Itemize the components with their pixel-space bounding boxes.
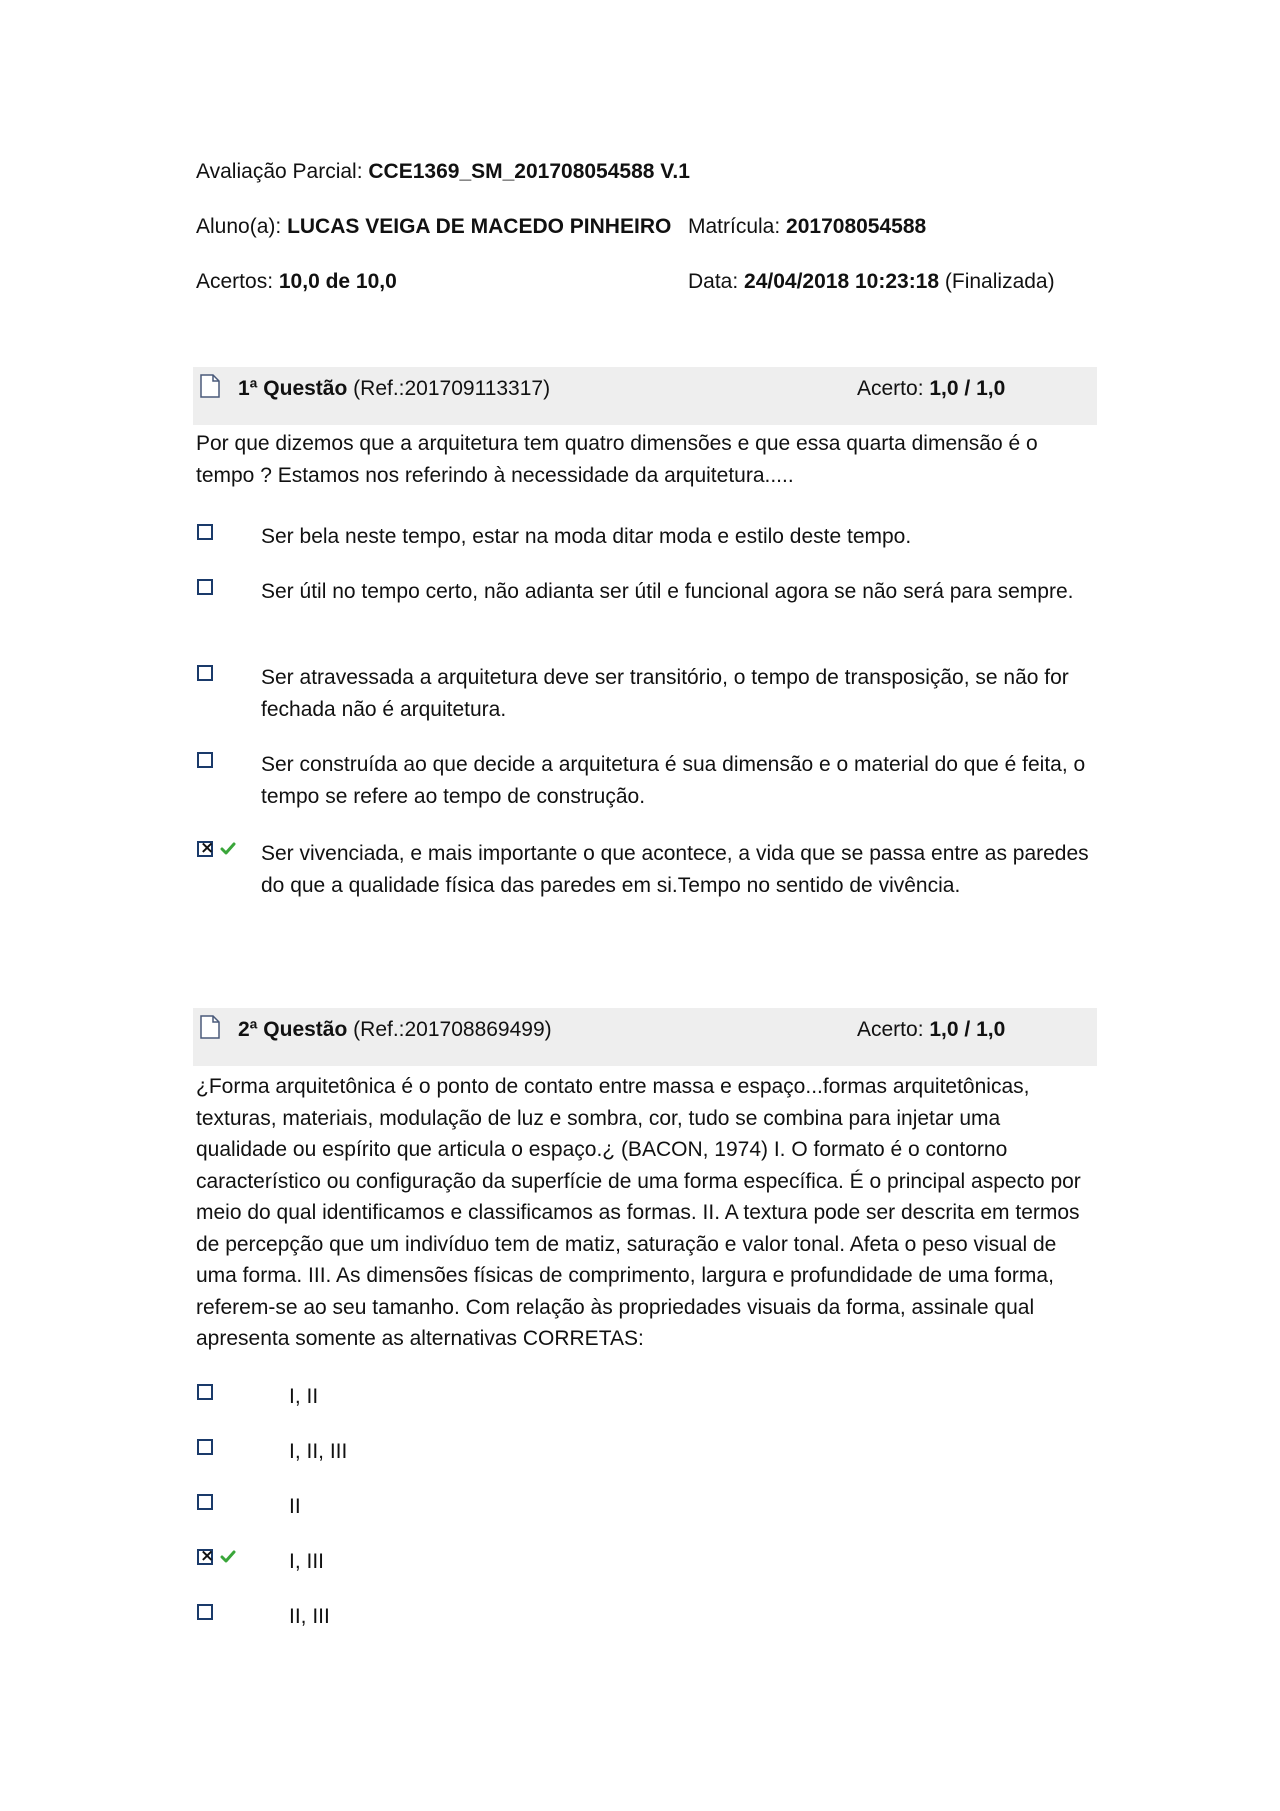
document-icon bbox=[200, 374, 220, 398]
question-1-header bbox=[193, 367, 1097, 425]
question-2-ref: (Ref.:201708869499) bbox=[353, 1018, 552, 1041]
option-text: Ser útil no tempo certo, não adianta ser útil e funcional agora se não será para sempre. bbox=[261, 580, 1074, 603]
question-1-score-label: Acerto: bbox=[857, 377, 924, 400]
question-1-score-separator: / bbox=[964, 377, 971, 400]
document-icon bbox=[200, 1015, 220, 1039]
score-line bbox=[196, 269, 397, 295]
date-label: Data: bbox=[688, 270, 739, 293]
question-2-score-max: 1,0 bbox=[976, 1018, 1006, 1041]
option-text: Ser construída ao que decide a arquitetura é sua dimensão e o material do que é feita, o tempo se refere ao tempo de construção. bbox=[261, 753, 1086, 808]
date-line bbox=[688, 269, 1055, 295]
student-label: Aluno(a): bbox=[196, 215, 282, 238]
question-1-number: 1ª Questão bbox=[238, 377, 348, 400]
correct-check-icon bbox=[220, 842, 236, 856]
question-2-score-label: Acerto: bbox=[857, 1018, 924, 1041]
student-name: LUCAS VEIGA DE MACEDO PINHEIRO bbox=[287, 215, 672, 238]
registration-number: 201708054588 bbox=[786, 215, 927, 238]
checkbox-checked[interactable] bbox=[197, 1549, 213, 1565]
evaluation-line bbox=[196, 159, 690, 185]
question-1-ref: (Ref.:201709113317) bbox=[353, 377, 551, 400]
evaluation-label: Avaliação Parcial: bbox=[196, 160, 363, 183]
option-text: Ser bela neste tempo, estar na moda ditar moda e estilo deste tempo. bbox=[261, 525, 912, 548]
checkbox[interactable] bbox=[197, 524, 213, 540]
option-text: I, II bbox=[289, 1385, 319, 1408]
date-value: 24/04/2018 10:23:18 bbox=[744, 270, 940, 293]
option-text: I, III bbox=[289, 1550, 325, 1573]
question-1-score-value: 1,0 bbox=[929, 377, 959, 400]
score-label: Acertos: bbox=[196, 270, 274, 293]
evaluation-code: CCE1369_SM_201708054588 V.1 bbox=[368, 160, 690, 183]
question-2-number: 2ª Questão bbox=[238, 1018, 348, 1041]
question-1-text: Por que dizemos que a arquitetura tem quatro dimensões e que essa quarta dimensão é o tempo ? Estamos nos referindo à necessidade da arquitetura..... bbox=[196, 432, 1038, 487]
question-2-title bbox=[238, 1017, 552, 1043]
question-1-score-max: 1,0 bbox=[976, 377, 1006, 400]
question-2-score-value: 1,0 bbox=[929, 1018, 959, 1041]
student-line bbox=[196, 214, 671, 240]
option-text: Ser atravessada a arquitetura deve ser transitório, o tempo de transposição, se não for fechada não é arquitetura. bbox=[261, 666, 1069, 721]
checkbox[interactable] bbox=[197, 752, 213, 768]
option-text: Ser vivenciada, e mais importante o que acontece, a vida que se passa entre as paredes do que a qualidade física das paredes em si.Tempo no sentido de vivência. bbox=[261, 842, 1089, 897]
question-1-score bbox=[857, 376, 1005, 402]
question-2-text: ¿Forma arquitetônica é o ponto de contato entre massa e espaço...formas arquitetônicas, texturas, materiais, modulação de luz e sombra, cor, tudo se combina para injetar uma qualidade ou espírito que articula o espaço.¿ (BACON, 1974) I. O formato é o contorno característico ou configuração da superfície de uma forma específica. É o principal aspecto por meio do qual identificamos e classificamos as formas. II. A textura pode ser descrita em termos de percepção que um indivíduo tem de matiz, saturação e valor tonal. Afeta o peso visual de uma forma. III. As dimensões físicas de comprimento, largura e profundidade de uma forma, referem-se ao seu tamanho. Com relação às propriedades visuais da forma, assinale qual apresenta somente as alternativas CORRETAS: bbox=[196, 1075, 1081, 1350]
checkbox[interactable] bbox=[197, 1604, 213, 1620]
question-2-score-separator: / bbox=[964, 1018, 971, 1041]
checkbox[interactable] bbox=[197, 579, 213, 595]
registration-label: Matrícula: bbox=[688, 215, 781, 238]
correct-check-icon bbox=[220, 1550, 236, 1564]
option-text: II, III bbox=[289, 1605, 330, 1628]
registration-line bbox=[688, 214, 926, 240]
checkbox[interactable] bbox=[197, 665, 213, 681]
question-1-title bbox=[238, 376, 550, 402]
status-text: (Finalizada) bbox=[944, 270, 1055, 293]
checkbox[interactable] bbox=[197, 1494, 213, 1510]
option-text: I, II, III bbox=[289, 1440, 348, 1463]
score-value: 10,0 de 10,0 bbox=[278, 270, 397, 293]
question-2-score bbox=[857, 1017, 1005, 1043]
checkbox[interactable] bbox=[197, 1384, 213, 1400]
option-text: II bbox=[289, 1495, 301, 1518]
question-2-header bbox=[193, 1008, 1097, 1066]
checkbox[interactable] bbox=[197, 1439, 213, 1455]
checkbox-checked[interactable] bbox=[197, 841, 213, 857]
